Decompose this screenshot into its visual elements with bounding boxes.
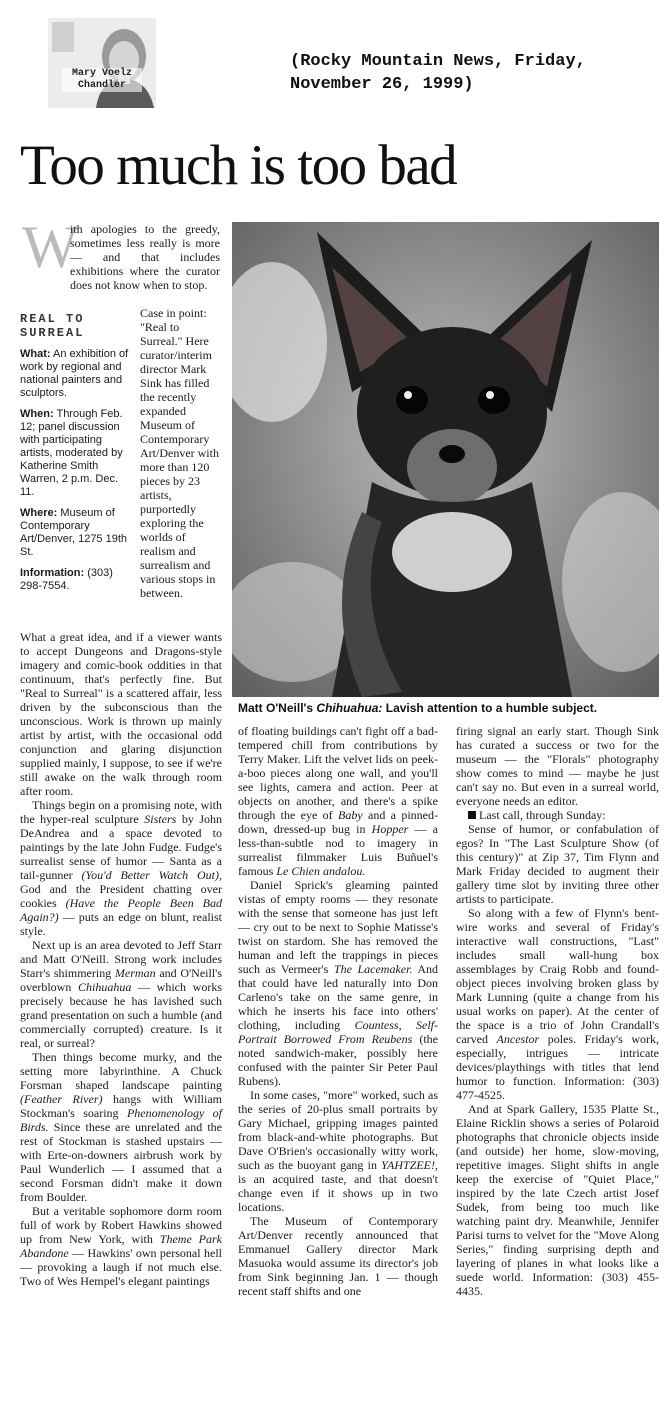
title-phenomenology: Phenomenology of Birds. bbox=[20, 1106, 223, 1134]
case-paragraph: Case in point: "Real to Surreal." Here curator/interim director Mark Sink has filled the recently expanded Museum of Contemporary Art/Denver with more than 120 pieces by 23 artists, purportedly exploring the worlds of realism and surrealism and various stops in between. bbox=[140, 306, 219, 600]
text-run: — a less-than-subtle nod to imagery in surrealist filmmaker Luis Buñuel's famous bbox=[238, 822, 439, 878]
dorm-paragraph bbox=[20, 1204, 222, 1288]
begin-paragraph bbox=[20, 798, 222, 938]
article-intro bbox=[70, 222, 220, 292]
text-run: (the noted sandwich-maker, possibly here confused with the painter Sir Peter Paul Rubens). bbox=[238, 1032, 438, 1088]
museum-paragraph: The Museum of Contemporary Art/Denver recently announced that Emmanuel Gallery director Mark Masuoka would assume its director's job from Sink beginning Jan. 1 — though recent staff shifts and one bbox=[238, 1214, 438, 1298]
text-run: — puts an edge on blunt, realist style. bbox=[20, 910, 222, 938]
article-column-1 bbox=[20, 630, 222, 1288]
title-baby: Baby bbox=[338, 808, 363, 822]
sidebar-what bbox=[20, 348, 130, 400]
exhibit-info-box bbox=[20, 312, 130, 601]
title-yahtzee: YAHTZEE!, bbox=[381, 1158, 438, 1172]
article-narrow-column bbox=[140, 306, 222, 600]
title-le-chien: Le Chien andalou. bbox=[276, 864, 366, 878]
text-run: Since these are unrelated and the rest of Stockman is stashed upstairs — with Erte-on-downers airbrush work by Paul Wunderlich — I assumed that a second Forsman didn't make it down from Boulder. bbox=[20, 1120, 222, 1204]
text-run: — Hawkins' own personal hell — provoking a laugh if not much else. Two of Wes Hempel's elegant paintings bbox=[20, 1246, 223, 1288]
floating-paragraph bbox=[238, 724, 438, 878]
text-run: by John DeAndrea and a space devoted to paintings by the late John Fudge. Fudge's surrealist sense of humor — Santa as a tail-gunner bbox=[20, 812, 223, 882]
sidebar-info bbox=[20, 567, 130, 593]
title-theme-park: Theme Park Abandone bbox=[20, 1232, 222, 1260]
text-run: and a pinned-down, dressed-up bug in bbox=[238, 808, 439, 836]
caption-title: Chihuahua: bbox=[316, 701, 383, 715]
photo-caption bbox=[238, 700, 662, 716]
text-run: — which works precisely because he has lavished such grand presentation on such a humble (and commercially corrupted) creature. Is it real, or surreal? bbox=[20, 980, 223, 1050]
sidebar-when bbox=[20, 408, 130, 499]
when-value: Through Feb. 12; panel discussion with participating artists, moderated by Katherine Smith Warren, 2 p.m. Dec. 11. bbox=[20, 408, 123, 498]
author-headshot bbox=[48, 18, 156, 108]
what-label: What: bbox=[20, 348, 51, 360]
text-run: But a veritable sophomore dorm room full of work by Robert Hawkins showed up from New York, with bbox=[20, 1204, 222, 1246]
text-run: Daniel Sprick's gleaming painted vistas of empty rooms — they resonate with the sense that someone has just left — cry out to be next to Sophie Matisse's twist on stardom. She has removed the human and left the trappings in pieces such as Vermeer's bbox=[238, 878, 438, 976]
sidebar-where bbox=[20, 507, 130, 559]
caption-text: Lavish attention to a humble subject. bbox=[385, 701, 598, 715]
where-label: Where: bbox=[20, 507, 58, 519]
where-value: Museum of Contemporary Art/Denver, 1275 19th St. bbox=[20, 507, 128, 558]
article-column-3 bbox=[456, 724, 659, 1298]
firing-paragraph: firing signal an early start. Though Sink has curated a success or two for the museum — the "Florals" photography show comes to mind — maybe he just can't say no. But even in a surreal world, everyone needs an editor. bbox=[456, 724, 659, 808]
murky-paragraph bbox=[20, 1050, 222, 1204]
more-paragraph bbox=[238, 1088, 438, 1214]
text-run: and O'Neill's overblown bbox=[20, 966, 223, 994]
drop-cap: W bbox=[22, 214, 79, 280]
title-sisters: Sisters bbox=[144, 812, 177, 826]
when-label: When: bbox=[20, 408, 54, 420]
great-idea-paragraph: What a great idea, and if a viewer wants to accept Dungeons and Dragons-style imagery and comic-book oddities in that continuum, that's perfectly fine. But "Real to Surreal" is a scattered affair, less driven by the subconscious than the unconscious. Work is thrown up mainly artist by artist, with the occasional odd conjunction and glaring disjunction supplied mainly, I suppose, to see if we're still awake on the walk through room after room. bbox=[20, 630, 222, 798]
last-call-heading bbox=[456, 808, 659, 822]
publication-source-line: (Rocky Mountain News, Friday, November 26, 1999) bbox=[290, 52, 586, 94]
text-run: So along with a few of Flynn's bent-wire works and several of Friday's interactive wall constructions, "Last" includes small wall-hung box assemblages by Craig Robb and found-object pieces involving broken glass by Mark Lunning (quite a change from his usual works on paper). At the center of the space is a trio of John Crandall's carved bbox=[456, 906, 659, 1046]
bullet-square-icon bbox=[468, 811, 476, 819]
text-run: Next up is an area devoted to Jeff Starr and Matt O'Neill. Strong work includes Starr's shimmering bbox=[20, 938, 222, 980]
author-byline: Mary Voelz Chandler bbox=[62, 68, 142, 92]
article-headline: Too much is too bad bbox=[20, 134, 457, 197]
article-column-2 bbox=[238, 724, 438, 1298]
what-value: An exhibition of work by regional and national painters and sculptors. bbox=[20, 348, 129, 399]
title-countess: Countess, Self-Portrait Borrowed From Reubens bbox=[238, 1018, 439, 1046]
title-chihuahua: Chihuahua bbox=[78, 980, 132, 994]
chihuahua-photo bbox=[232, 222, 659, 697]
info-label: Information: bbox=[20, 567, 85, 579]
sidebar-title: REAL TO SURREAL bbox=[20, 312, 85, 340]
text-run: God and the President chatting over cookies bbox=[20, 882, 222, 910]
title-ancestor: Ancestor bbox=[496, 1032, 540, 1046]
title-been-bad: (Have the People Been Bad Again?) bbox=[20, 896, 223, 924]
sprick-paragraph bbox=[238, 878, 438, 1088]
next-up-paragraph bbox=[20, 938, 222, 1050]
along-paragraph bbox=[456, 906, 659, 1102]
text-run: Then things become murky, and the setting more labyrinthine. A Chuck Forsman shaped landscape painting bbox=[20, 1050, 222, 1092]
text-run: poles. Friday's work, especially, intrigues — intricate devices/playthings with titles that lend humor to function. Information: (303) 477-4525. bbox=[456, 1032, 660, 1102]
chihuahua-painting-image bbox=[232, 222, 659, 697]
text-run: is an acquired taste, and that doesn't change even if it shows up in two locations. bbox=[238, 1172, 438, 1214]
intro-paragraph: ith apologies to the greedy, sometimes less really is more — and that includes exhibitions where the curator does not know when to stop. bbox=[70, 222, 220, 292]
text-run: In some cases, "more" worked, such as the series of 20-plus small portraits by Gary Michael, gripping images painted from black-and-white photographs. But Dave O'Brien's occasionally witty work, such as the buoyant gang in bbox=[238, 1088, 438, 1172]
title-hopper: Hopper bbox=[371, 822, 409, 836]
sense-paragraph: Sense of humor, or confabulation of egos? In "The Last Sculpture Show (of this century)" at Zip 37, Tim Flynn and Mark Friday decided to augment their gallery time slot by inviting three other artists to participate. bbox=[456, 822, 659, 906]
caption-artist: Matt O'Neill's bbox=[238, 701, 314, 715]
text-run: Last call, through Sunday: bbox=[479, 808, 606, 822]
spark-paragraph: And at Spark Gallery, 1535 Platte St., Elaine Ricklin shows a series of Polaroid photographs that chronicle objects inside (and outside) her home, slow-moving, repetitive images. Slight shifts in angle keep the exercise of "Quiet Place," inspired by the late Czech artist Josef Sudek, from being too much like watching paint dry. Meanwhile, Jennifer Parisi turns to velvet for the "Move Along Series," finding surprising depth and layering of planes in what looks like a suede world. Information: (303) 455-4435. bbox=[456, 1102, 659, 1298]
title-feather-river: (Feather River) bbox=[20, 1092, 103, 1106]
text-run: hangs with William Stockman's soaring bbox=[20, 1092, 222, 1120]
text-run: And that could have led naturally into Don Carleno's take on the same genre, in which he inserts his face into others' clothing, including bbox=[238, 962, 439, 1032]
author-portrait-image bbox=[48, 18, 156, 108]
info-value: (303) 298-7554. bbox=[20, 567, 113, 592]
text-run: Things begin on a promising note, with the hyper-real sculpture bbox=[20, 798, 222, 826]
title-watch-out: (You'd Better Watch Out), bbox=[81, 868, 223, 882]
title-lacemaker: The Lacemaker. bbox=[333, 962, 413, 976]
text-run: of floating buildings can't fight off a bad-tempered chill from contributions by Terry Maker. Lift the velvet lids on peek-a-boo pieces along one wall, and you'll see lights, camera and action. Peer at objects on another, and there's a spike through the eye of bbox=[238, 724, 438, 822]
title-merman: Merman bbox=[114, 966, 156, 980]
